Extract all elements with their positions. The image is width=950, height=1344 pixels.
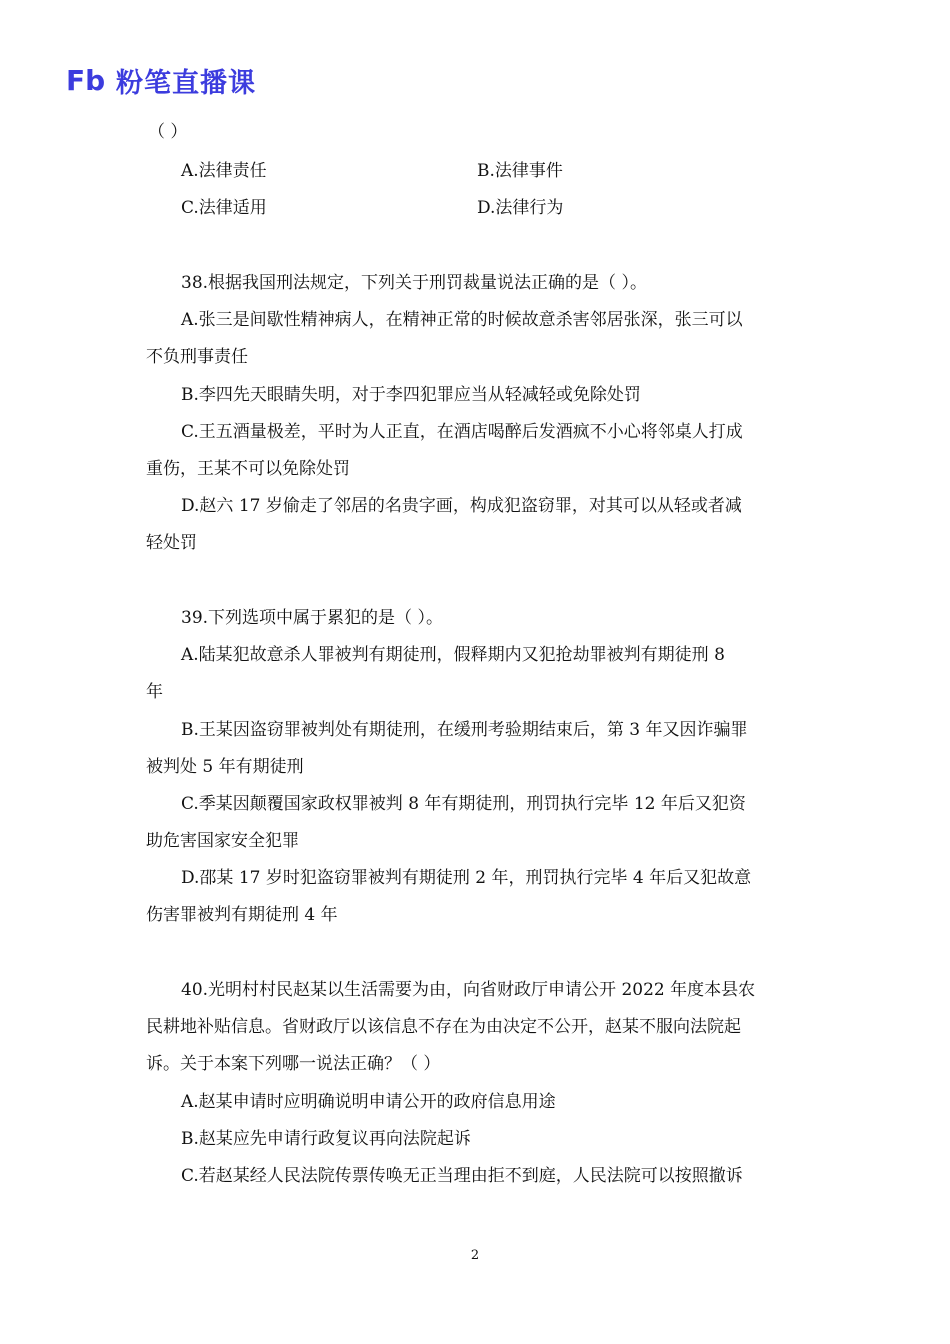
- q39-option-d-line1: D.邵某 17 岁时犯盗窃罪被判有期徒刑 2 年，刑罚执行完毕 4 年后又犯故意: [181, 868, 752, 888]
- q37-stem-tail: （ ）: [148, 122, 188, 142]
- q39-option-b-line1: B.王某因盗窃罪被判处有期徒刑，在缓刑考验期结束后，第 3 年又因诈骗罪: [181, 720, 748, 740]
- q40-option-c: C.若赵某经人民法院传票传唤无正当理由拒不到庭，人民法院可以按照撤诉: [181, 1166, 743, 1186]
- q40-stem-line1: 40.光明村村民赵某以生活需要为由，向省财政厅申请公开 2022 年度本县农: [181, 980, 756, 1000]
- q40-stem-line2: 民耕地补贴信息。省财政厅以该信息不存在为由决定不公开，赵某不服向法院起: [146, 1017, 741, 1037]
- q39-option-a-line2: 年: [146, 682, 163, 702]
- q37-option-b: B.法律事件: [477, 161, 563, 181]
- q38-option-d-line2: 轻处罚: [146, 533, 197, 553]
- brand-name: 粉笔直播课: [116, 67, 256, 99]
- q37-option-a: A.法律责任: [181, 161, 267, 181]
- logo-mark-text: Fb: [66, 64, 106, 96]
- q39-option-c-line2: 助危害国家安全犯罪: [146, 831, 299, 851]
- q39-option-b-line2: 被判处 5 年有期徒刑: [146, 757, 304, 777]
- q38-option-d-line1: D.赵六 17 岁偷走了邻居的名贵字画，构成犯盗窃罪，对其可以从轻或者减: [181, 496, 742, 516]
- q38-stem: 38.根据我国刑法规定，下列关于刑罚裁量说法正确的是（ ）。: [181, 273, 647, 293]
- q38-option-c-line2: 重伤，王某不可以免除处罚: [146, 459, 350, 479]
- q40-stem-line3: 诉。关于本案下列哪一说法正确？（ ）: [146, 1054, 441, 1074]
- q40-option-a: A.赵某申请时应明确说明申请公开的政府信息用途: [181, 1092, 556, 1112]
- brand-header: [66, 62, 256, 98]
- q39-option-a-line1: A.陆某犯故意杀人罪被判有期徒刑，假释期内又犯抢劫罪被判有期徒刑 8: [181, 645, 725, 665]
- q39-option-d-line2: 伤害罪被判有期徒刑 4 年: [146, 905, 338, 925]
- page-number: 2: [470, 1248, 480, 1263]
- q38-option-a-line1: A.张三是间歇性精神病人，在精神正常的时候故意杀害邻居张深，张三可以: [181, 310, 743, 330]
- q37-option-d: D.法律行为: [477, 198, 564, 218]
- q40-option-b: B.赵某应先申请行政复议再向法院起诉: [181, 1129, 471, 1149]
- q39-option-c-line1: C.季某因颠覆国家政权罪被判 8 年有期徒刑，刑罚执行完毕 12 年后又犯资: [181, 794, 746, 814]
- q38-option-c-line1: C.王五酒量极差，平时为人正直，在酒店喝醉后发酒疯不小心将邻桌人打成: [181, 422, 743, 442]
- q38-option-a-line2: 不负刑事责任: [146, 347, 248, 367]
- q37-option-c: C.法律适用: [181, 198, 267, 218]
- q38-option-b: B.李四先天眼睛失明，对于李四犯罪应当从轻减轻或免除处罚: [181, 385, 641, 405]
- q39-stem: 39.下列选项中属于累犯的是（ ）。: [181, 608, 443, 628]
- fb-logo-icon: [66, 64, 110, 96]
